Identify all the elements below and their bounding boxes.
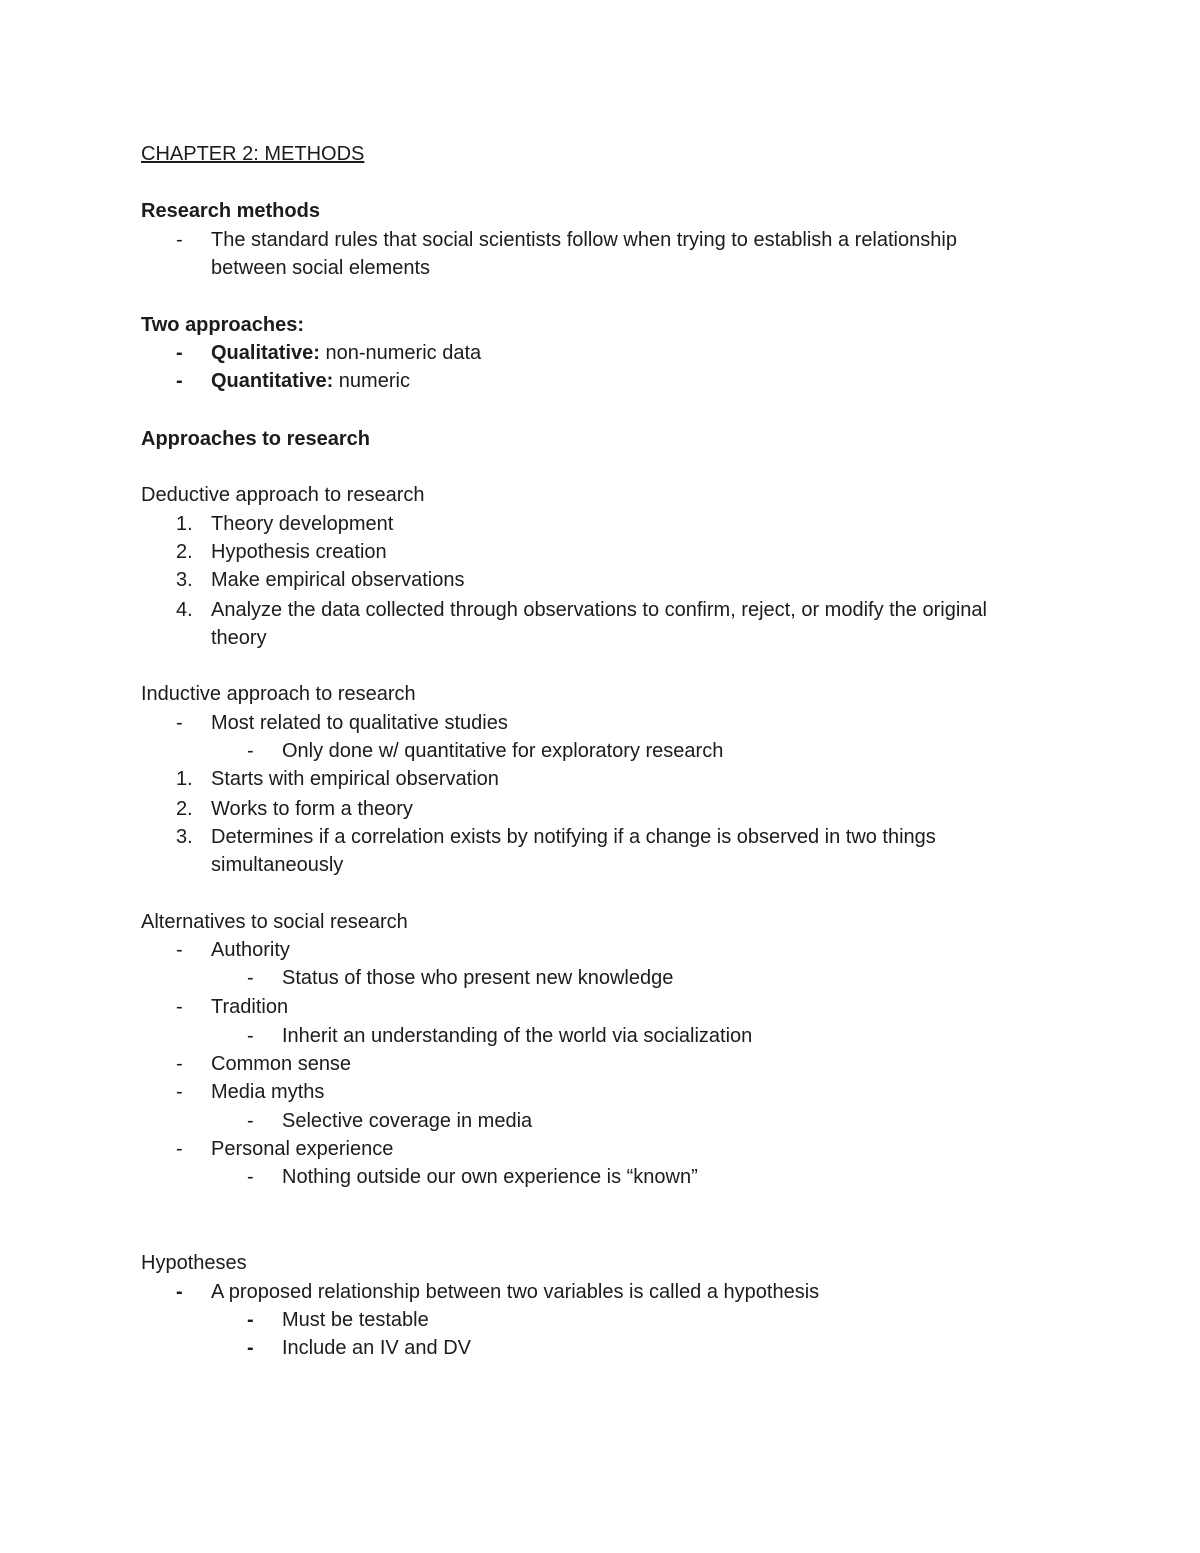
alternative-sub-text: Inherit an understanding of the world via socialization bbox=[282, 1025, 753, 1047]
bullet-marker: - bbox=[176, 229, 183, 251]
alternative-sub-text: Nothing outside our own experience is “known” bbox=[282, 1166, 698, 1188]
bullet-marker: - bbox=[247, 1309, 254, 1331]
alternative-text: Personal experience bbox=[211, 1138, 394, 1160]
alternative-sub-text: Selective coverage in media bbox=[282, 1110, 533, 1132]
bullet-marker: - bbox=[247, 1337, 254, 1359]
step-number: 1. bbox=[176, 768, 193, 790]
step-number: 2. bbox=[176, 798, 193, 820]
bullet-marker: - bbox=[176, 939, 183, 961]
step-text: Works to form a theory bbox=[211, 798, 413, 820]
approaches-heading: Approaches to research bbox=[141, 428, 370, 450]
step-text: Theory development bbox=[211, 513, 394, 535]
step-text: Make empirical observations bbox=[211, 569, 465, 591]
alternative-text: Common sense bbox=[211, 1053, 352, 1075]
bullet-text: Only done w/ quantitative for exploratory research bbox=[282, 740, 724, 762]
step-text: Starts with empirical observation bbox=[211, 768, 499, 790]
bullet-marker: - bbox=[247, 1166, 254, 1188]
approach-desc: non-numeric data bbox=[319, 342, 482, 364]
bullet-marker: - bbox=[247, 967, 254, 989]
definition-line-2: between social elements bbox=[211, 257, 431, 279]
approach-term: Qualitative: bbox=[211, 342, 320, 364]
bullet-marker: - bbox=[176, 370, 183, 392]
step-number: 1. bbox=[176, 513, 193, 535]
step-text-cont: theory bbox=[211, 627, 267, 649]
bullet-marker: - bbox=[176, 342, 183, 364]
research-methods-heading: Research methods bbox=[141, 200, 320, 222]
bullet-text: Most related to qualitative studies bbox=[211, 712, 508, 734]
step-text-cont: simultaneously bbox=[211, 854, 344, 876]
alternatives-heading: Alternatives to social research bbox=[141, 911, 408, 933]
bullet-marker: - bbox=[176, 996, 183, 1018]
bullet-marker: - bbox=[247, 740, 254, 762]
bullet-marker: - bbox=[176, 1053, 183, 1075]
two-approaches-heading: Two approaches: bbox=[141, 314, 304, 336]
hypothesis-sub-text: Must be testable bbox=[282, 1309, 429, 1331]
definition-line-1: The standard rules that social scientists follow when trying to establish a relationship bbox=[211, 229, 957, 251]
chapter-title: CHAPTER 2: METHODS bbox=[141, 143, 365, 165]
alternative-text: Authority bbox=[211, 939, 290, 961]
step-text: Hypothesis creation bbox=[211, 541, 387, 563]
step-number: 3. bbox=[176, 569, 193, 591]
step-number: 3. bbox=[176, 826, 193, 848]
step-text: Determines if a correlation exists by notifying if a change is observed in two things bbox=[211, 826, 936, 848]
bullet-marker: - bbox=[176, 1081, 183, 1103]
alternative-text: Media myths bbox=[211, 1081, 325, 1103]
step-text: Analyze the data collected through observations to confirm, reject, or modify the original bbox=[211, 599, 987, 621]
hypotheses-heading: Hypotheses bbox=[141, 1252, 247, 1274]
bullet-marker: - bbox=[247, 1025, 254, 1047]
inductive-heading: Inductive approach to research bbox=[141, 683, 416, 705]
approach-term: Quantitative: bbox=[211, 370, 334, 392]
alternative-text: Tradition bbox=[211, 996, 289, 1018]
alternative-sub-text: Status of those who present new knowledge bbox=[282, 967, 674, 989]
bullet-marker: - bbox=[176, 1138, 183, 1160]
hypothesis-text: A proposed relationship between two variables is called a hypothesis bbox=[211, 1281, 820, 1303]
step-number: 4. bbox=[176, 599, 193, 621]
deductive-heading: Deductive approach to research bbox=[141, 484, 425, 506]
hypothesis-sub-text: Include an IV and DV bbox=[282, 1337, 472, 1359]
bullet-marker: - bbox=[176, 712, 183, 734]
approach-desc: numeric bbox=[333, 370, 410, 392]
bullet-marker: - bbox=[247, 1110, 254, 1132]
bullet-marker: - bbox=[176, 1281, 183, 1303]
step-number: 2. bbox=[176, 541, 193, 563]
